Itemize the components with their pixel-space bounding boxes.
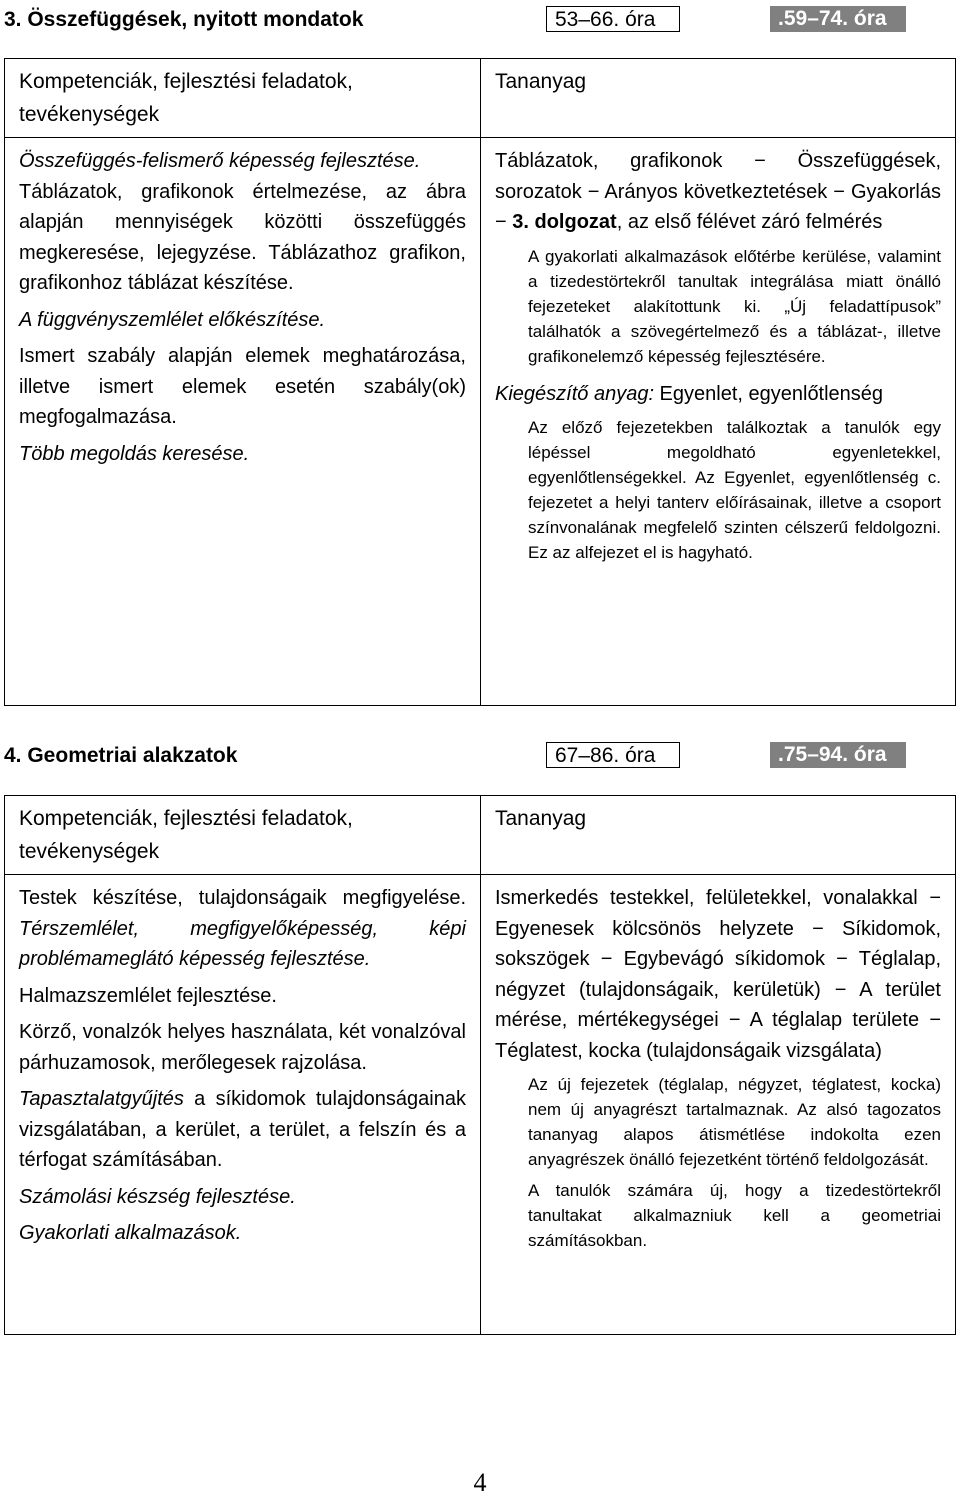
s4-right-note1: Az új fejezetek (téglalap, négyzet, téglatest, kocka) nem új anyagrészt tartalmaznak. Az alsó tagozatos tananyag alapos átismétlése indokolta ezen anyagrészek önálló fejezetként történő feldolgozását. (528, 1075, 941, 1169)
s4-right-main: Ismerkedés testekkel, felületekkel, vonalakkal − Egyenesek kölcsönös helyzete − Síkidomok, sokszögek − Egybevágó síkidomok − Téglalap, négyzet (tulajdonságaik, kerületük) − A terület mérése, mértékegységei − A téglalap területe − Téglatest, kocka (tulajdonságaik vizsgálata) (495, 887, 941, 1062)
s3-right-header-text: Tananyag (495, 70, 587, 93)
s3-left-p4: Ismert szabály alapján elemek meghatározása, illetve ismert elemek esetén szabály(ok) megfogalmazása. (19, 345, 466, 428)
section-3-hours: 53–66. óra (546, 6, 680, 32)
s4-right-header-text: Tananyag (495, 807, 587, 830)
s3-right-supplement (495, 379, 941, 410)
s3-right-main (495, 146, 941, 238)
s4-right-note2: A tanulók számára új, hogy a tizedestörtekről tanultakat alkalmazniuk kell a geometriai számításokban. (528, 1181, 941, 1250)
s3-right-main-a: Táblázatok, grafikonok − Összefüggések, sorozatok − Arányos következtetések − Gyakorlás − (495, 150, 941, 233)
section-3-title: 3. Összefüggések, nyitott mondatok (4, 8, 364, 31)
s3-right-note2: Az előző fejezetekben találkoztak a tanulók egy lépéssel megoldható egyenletekkel, egyenlőtlenségekkel. Az Egyenlet, egyenlőtlenség c. fejezetet a helyi tanterv előírásainak, illetve a csoport színvonalának megfelelő szinten célszerű feldolgozni. Ez az alfejezet el is hagyható. (528, 418, 941, 562)
section-4-left-header: Kompetenciák, fejlesztési feladatok, tevékenységek (5, 796, 480, 875)
section-4-hours: 67–86. óra (546, 742, 680, 768)
s3-left-p5: Több megoldás keresése. (19, 442, 250, 465)
section-3-table (4, 58, 956, 706)
section-3-left-column (5, 59, 481, 705)
section-4-title: 4. Geometriai alakzatok (4, 744, 238, 767)
s4-left-p4a: Tapasztalatgyűjtés (19, 1088, 184, 1110)
section-4-header (4, 740, 956, 774)
s4-left-p3: Körző, vonalzók helyes használata, két vonalzóval párhuzamosok, merőlegesek rajzolása. (19, 1021, 466, 1074)
section-3-header (4, 4, 956, 38)
section-3-right-column (481, 59, 955, 705)
s3-right-note1: A gyakorlati alkalmazások előtérbe kerülése, valamint a tizedestörtekről tanultak integrálása miatt önálló fejezeteket alakítottunk ki. „Új feladattípusok” találhatók a szövegértelmező és a táblázat-, illetve grafikonelemző képesség fejlesztésére. (528, 246, 941, 366)
s3-supp-label: Kiegészítő anyag: (495, 382, 654, 405)
s3-left-p2: Táblázatok, grafikonok értelmezése, az ábra alapján mennyiségek közötti összefüggés megkeresése, lejegyzése. Táblázathoz grafikon, grafikonhoz táblázat készítése. (19, 180, 466, 294)
s3-right-main-b: , az első félévet záró felmérés (616, 211, 883, 233)
section-3-hours-alt: .59–74. óra (770, 6, 906, 32)
section-4-table (4, 795, 956, 1335)
section-4-hours-alt: .75–94. óra (770, 742, 906, 768)
s3-left-p3: A függvényszemlélet előkészítése. (19, 308, 326, 331)
section-4-right-header (481, 796, 955, 875)
s3-right-main-bold: 3. dolgozat (512, 211, 617, 233)
section-3-right-header (481, 59, 955, 138)
s4-left-p4 (19, 1084, 466, 1176)
section-3-left-header: Kompetenciák, fejlesztési feladatok, tevékenységek (5, 59, 480, 138)
s3-supp-text: Egyenlet, egyenlőtlenség (654, 382, 884, 405)
s4-left-p5: Számolási készség fejlesztése. (19, 1185, 296, 1208)
s4-left-p6: Gyakorlati alkalmazások. (19, 1222, 242, 1244)
section-4-left-column (5, 796, 481, 1334)
s4-left-p2: Halmazszemlélet fejlesztése. (19, 984, 277, 1007)
s4-left-p1 (19, 883, 466, 975)
s4-left-p4b: a síkidomok tulajdonságainak vizsgálatában, a kerület, a terület, a felszín és a térfogat számításában. (19, 1088, 466, 1171)
section-4-right-column (481, 796, 955, 1334)
page-number: 4 (473, 1468, 487, 1497)
s4-left-p1a: Testek készítése, tulajdonságaik megfigyelése. (19, 887, 466, 909)
s4-left-p1b: Térszemlélet, megfigyelőképesség, képi problémameglátó képesség fejlesztése. (19, 917, 466, 970)
s3-left-p1: Összefüggés-felismerő képesség fejlesztése. (19, 150, 421, 172)
